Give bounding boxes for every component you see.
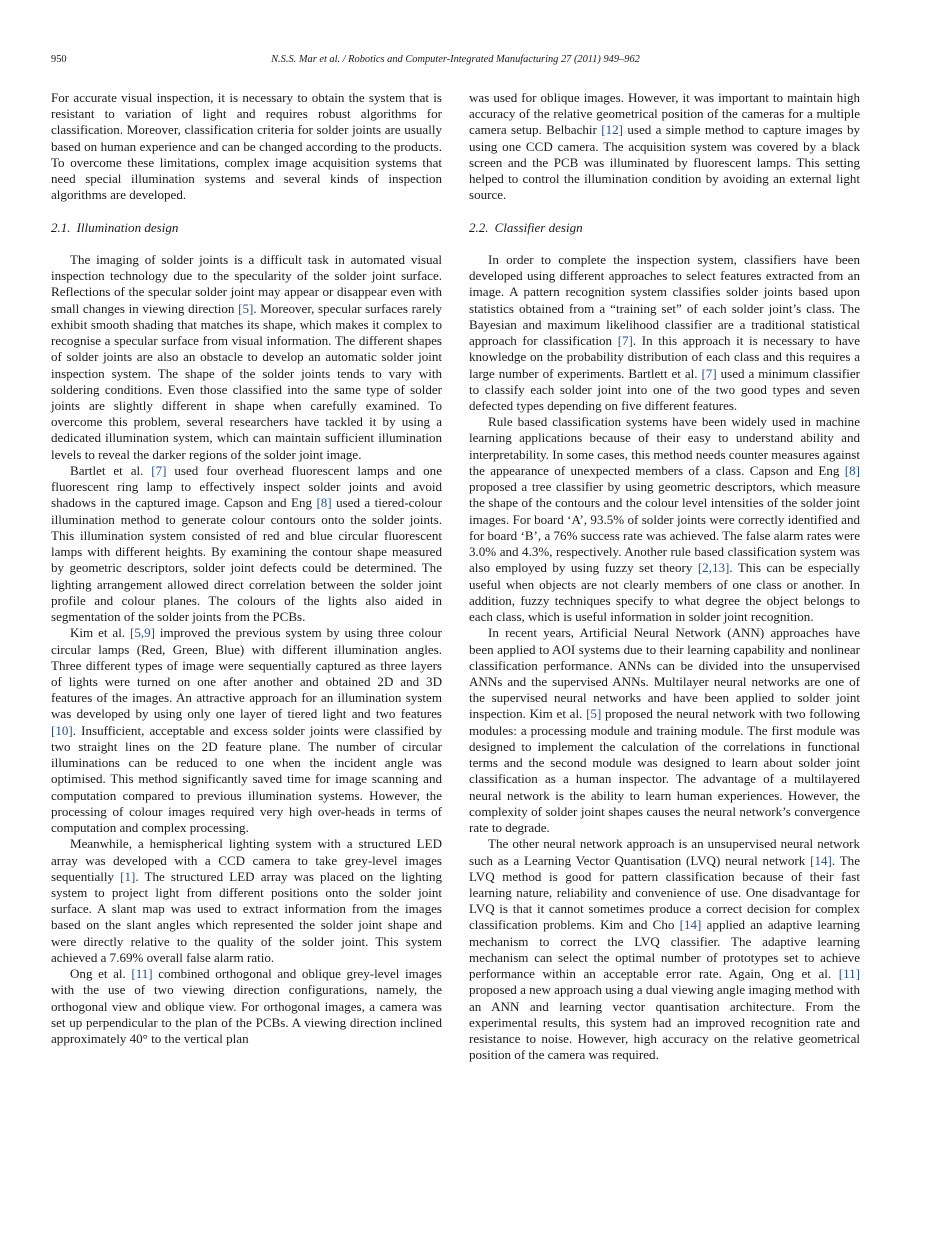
paragraph-bartlet xyxy=(51,463,442,625)
section-number: 2.2. xyxy=(469,219,489,235)
citation-link[interactable]: [11] xyxy=(838,966,860,982)
text-run: . The LVQ method is good for pattern classification because of their fast learning nature, reliability and convenience of use. One disadvantage for LVQ is that it cannot sometimes produce a correct decision for complex classification problems. Kim and Cho xyxy=(469,852,860,933)
page-number: 950 xyxy=(51,54,67,65)
text-run: proposed the neural network with two following modules: a processing module and training module. The first module was designed to implement the calculation of the correlations in functional terms and the second module was designed to learn about solder joint classification as a human inspector. The advantage of a multilayered neural network is the ability to learn human experiences. However, the complexity of solder joint shapes causes the neural network’s convergence rate to degrade. xyxy=(469,706,860,836)
citation-link[interactable]: [5] xyxy=(238,300,254,316)
paragraph-kim xyxy=(51,625,442,836)
intro-paragraph: For accurate visual inspection, it is necessary to obtain the system that is resistant to variation of light and requires robust algorithms for classification. Moreover, classification criteria for solder joints are usually based on human experience and can be changed according to the products. To overcome these limitations, complex image acquisition systems that need special illumination systems and several kinds of inspection algorithms are developed. xyxy=(51,90,442,203)
section-number: 2.1. xyxy=(51,219,71,235)
section-title: Illumination design xyxy=(76,219,179,235)
section-heading-classifier xyxy=(469,220,860,236)
text-run: Rule based classification systems have been widely used in machine learning applications because of their easy to understand ability and interpretability. In some cases, this method needs counter measures against the appearance of unexpected members of a class. Capson and Eng xyxy=(469,414,860,478)
text-run: In recent years, Artificial Neural Network (ANN) approaches have been applied to AOI systems due to their learning capability and nonlinear classification performance. ANNs can be divided into the unsupervised ANNs and the supervised ANNs. Multilayer neural networks are one of the supervised neural networks and have been applied to solder joint inspection. Kim et al. xyxy=(469,625,860,722)
text-run: In order to complete the inspection system, classifiers have been developed using different approaches to select features extracted from an image. A pattern recognition system classifies solder joints based upon statistics obtained from a “training set” of each solder joint’s class. The Bayesian and maximum likelihood classifier are a traditional statistical approach for classification xyxy=(469,251,860,349)
citation-link[interactable]: [10] xyxy=(51,722,73,738)
section-title: Classifier design xyxy=(494,219,583,235)
citation-link[interactable]: [1] xyxy=(120,868,136,884)
text-run: Ong et al. xyxy=(70,966,132,982)
text-run: was used for oblique images. However, it was important to maintain high accuracy of the relative geometrical position of the cameras for a multiple camera setup. Belbachir xyxy=(469,90,860,138)
citation-link[interactable]: [7] xyxy=(701,365,717,381)
page-header xyxy=(51,54,860,72)
text-run: used a simple method to capture images by using one CCD camera. The acquisition system was covered by a black screen and the PCB was illuminated by fluorescent lamps. This setting helped to control the illumination condition by avoiding an external light source. xyxy=(469,122,861,203)
left-column xyxy=(51,90,442,1047)
text-run: . Moreover, specular surfaces rarely exhibit smooth shading that matches its shape, which makes it complex to recognise a specular surface from visual information. The different shapes of solder joints are also an obstacle to develop an automatic solder joint inspection system. The shape of the solder joints tends to vary with soldering conditions. Even those classified into the same type of solder joints are slightly different in shape when carefully examined. To overcome this problem, several researchers have tackled it by using a dedicated illumination system, which can maintain sufficient illumination levels to reveal the darker regions of the solder joint image. xyxy=(51,300,442,462)
text-run: Bartlet et al. xyxy=(70,462,152,478)
text-run: used a tiered-colour illumination method to generate colour contours onto the solder joints. This illumination system consisted of red and blue circular fluorescent lamps with different heights. By examining the contour shape measured by geometric descriptors, solder joint defects could be determined. The lighting arrangement allowed direct correlation between the solder joint profile and colour planes. The colours of the lights also aided in segmentation of the solder joints from the PCBs. xyxy=(51,495,442,625)
citation-link[interactable]: [5,9] xyxy=(129,625,155,641)
paragraph-ong xyxy=(51,966,442,1047)
text-run: Kim et al. xyxy=(70,625,130,641)
text-run: . In this approach it is necessary to have knowledge on the probability distribution of each class and this requires a large number of experiments. Bartlett et al. xyxy=(469,333,860,381)
citation-link[interactable]: [8] xyxy=(844,462,860,478)
paragraph-ann xyxy=(469,625,860,836)
paragraph-statistical xyxy=(469,252,860,414)
right-column xyxy=(469,90,860,1064)
citation-link[interactable]: [2,13] xyxy=(697,560,730,576)
text-run: . The structured LED array was placed on the lighting system to project light from different positions onto the solder joint surface. A slant map was used to extract information from the images based on the slant angles which represented the solder joint shape and were directly relative to the quality of the solder joint. This system achieved a 7.69% overall false alarm ratio. xyxy=(51,868,442,965)
running-head: N.S.S. Mar et al. / Robotics and Computer-Integrated Manufacturing 27 (2011) 949–962 xyxy=(271,54,640,65)
text-run: used a minimum classifier to classify each solder joint into one of the two good types and seven defected types depending on five different features. xyxy=(469,365,861,413)
section-heading-illumination xyxy=(51,220,442,236)
citation-link[interactable]: [12] xyxy=(601,122,623,138)
citation-link[interactable]: [8] xyxy=(316,495,332,511)
text-run: applied an adaptive learning mechanism to correct the LVQ classifier. The adaptive learning mechanism can select the optimal number of prototypes set to achieve performance within an acceptable error rate. Again, Ong et al. xyxy=(469,917,861,982)
text-run: . This can be especially useful when objects are not clearly members of one class or another. In addition, fuzzy techniques specify to what degree the object belongs to each class, which is useful information in solder joint recognition. xyxy=(469,560,860,625)
text-run: used four overhead fluorescent lamps and one fluorescent ring lamp to effectively inspect solder joints and avoid shadows in the captured image. Capson and Eng xyxy=(51,462,443,511)
citation-link[interactable]: [7] xyxy=(617,333,633,349)
citation-link[interactable]: [11] xyxy=(131,966,153,982)
text-run: Meanwhile, a hemispherical lighting system with a structured LED array was developed with a CCD camera to take grey-level images sequentially xyxy=(51,836,442,884)
paragraph-lvq xyxy=(469,836,860,1063)
text-run: . Insufficient, acceptable and excess solder joints were classified by two straight lines on the 2D feature plane. The number of circular illuminations can be reduced to one when the incident angle was optimised. This method significantly saved time for image scanning and computation compared to previous illumination systems. However, the processing of colour images required very high over-heads in terms of computation and complex processing. xyxy=(51,722,442,836)
paragraph-specularity xyxy=(51,252,442,463)
text-run: The other neural network approach is an unsupervised neural network such as a Learning Vector Quantisation (LVQ) neural network xyxy=(469,836,860,868)
paragraph-rule-based xyxy=(469,414,860,625)
text-run: proposed a tree classifier by using geometric descriptors, which measure the shape of the contours and the colour level intensities of the solder joint images. For board ‘A’, 93.5% of solder joints were correctly identified and for board ‘B’, a 76% success rate was achieved. The false alarm rates were 3.0% and 4.3%, respectively. Another rule based classification system was also employed by using fuzzy set theory xyxy=(469,479,860,576)
text-run: improved the previous system by using three colour circular lamps (Red, Green, Blue) with different illumination angles. Three different types of image were sequentially captured as three layers of lights were turned on one after another and obtained 2D and 3D features of the images. An attractive approach for an illumination system was developed by using only one layer of tiered light and two features xyxy=(51,625,442,722)
citation-link[interactable]: [14] xyxy=(810,852,832,868)
citation-link[interactable]: [14] xyxy=(679,917,702,933)
text-run: combined orthogonal and oblique grey-level images with the use of two viewing direction configurations, namely, the orthogonal view and oblique view. For orthogonal images, a camera was set up perpendicular to the plan of the PCBs. A viewing direction inclined approximately 40° to the vertical plan xyxy=(51,966,442,1047)
text-run: The imaging of solder joints is a difficult task in automated visual inspection technology due to the specularity of the solder joint surface. Reflections of the specular solder joint may appear or disappear even with small changes in viewing direction xyxy=(51,251,442,316)
citation-link[interactable]: [5] xyxy=(586,706,602,722)
paragraph-hemispherical xyxy=(51,836,442,966)
text-run: proposed a new approach using a dual viewing angle imaging method with an ANN and learning vector quantisation architecture. From the experimental results, this system had an improved recognition rate and resistance to noise. However, high accuracy on the relative geometrical position of the camera was required. xyxy=(469,982,860,1063)
citation-link[interactable]: [7] xyxy=(151,462,167,478)
paragraph-continued xyxy=(469,90,860,204)
